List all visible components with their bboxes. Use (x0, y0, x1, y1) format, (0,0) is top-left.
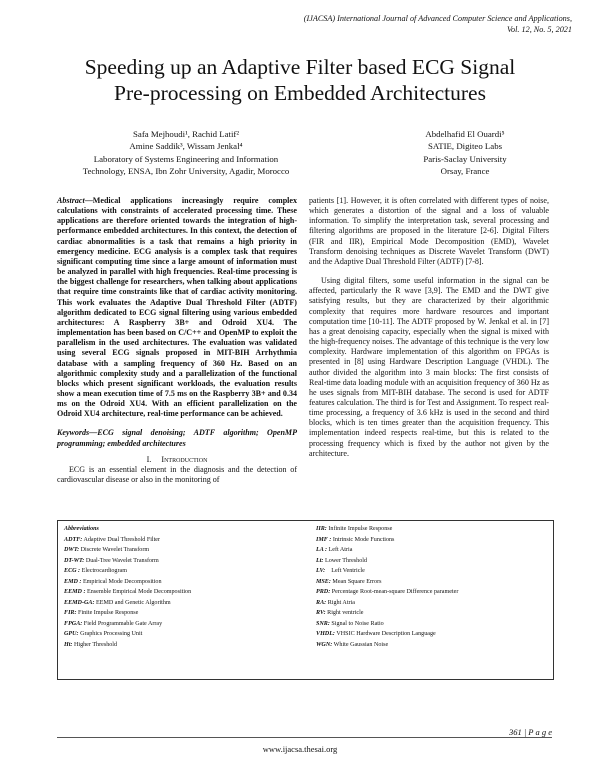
abbreviation-term: RV: (316, 610, 326, 617)
abbreviation-entry (64, 535, 309, 546)
authors-block-left (56, 128, 316, 178)
affiliation-line-2: Technology, ENSA, Ibn Zohr University, Agadir, Morocco (82, 166, 290, 177)
section-title: Introduction (161, 454, 208, 464)
abbreviation-term: EEMD-GA: (64, 599, 95, 606)
abbreviation-entry (316, 577, 546, 588)
affiliation-line-1: Laboratory of Systems Engineering and Information (93, 153, 279, 164)
abbreviation-entry (64, 566, 309, 577)
keywords: Keywords—ECG signal denoising; ADTF algorithm; OpenMP programming; embedded architectures (57, 428, 297, 448)
abbreviation-term: FPGA: (64, 620, 83, 627)
abbreviation-term: IIR: (316, 526, 327, 532)
abbreviation-term: Ht: (64, 642, 73, 649)
abbreviation-term: VHDL: (316, 631, 335, 638)
abbreviation-entry (64, 608, 309, 619)
abbreviation-definition: Right ventricle (325, 610, 364, 617)
abbreviation-entry (316, 524, 546, 535)
intro-paragraph-continued: patients [1]. However, it is often correlated with different types of noise, which generates a distortion of the signal and a loss of valuable information. To simplify the interpretation task, several processing and filtering algorithms are proposed in the literature [2-6]. Digital Filters (FIR and IIR), Empirical Mode Decomposition (EMD), Wavelet Transform denoising techniques as Discrete Wavelet Transform (DWT) and the Adaptive Dual Threshold Filter (ADTF) [7-8]. (309, 196, 549, 266)
journal-website: www.ijacsa.thesai.org (262, 744, 338, 754)
abbreviation-definition: Lower Threshold (323, 557, 368, 564)
abbreviation-entry (316, 608, 546, 619)
abbreviation-entry (64, 619, 309, 630)
abbreviation-definition: VHSIC Hardware Description Language (334, 631, 436, 638)
abbreviation-term: LA : (316, 547, 328, 554)
affiliation-location: Orsay, France (440, 166, 490, 177)
abbreviation-entry (64, 598, 309, 609)
abbreviation-term: WGN: (316, 642, 333, 649)
authors-block-right (370, 128, 560, 178)
abbreviation-entry (316, 556, 546, 567)
abbreviation-term: PRD: (316, 589, 331, 596)
abbreviation-definition: Left Ventricle (325, 568, 365, 575)
abbreviation-entry (316, 598, 546, 609)
abbreviation-entry (316, 545, 546, 556)
abbreviation-entry (316, 566, 546, 577)
abbreviation-entry (316, 587, 546, 598)
abbreviation-definition: Adaptive Dual Threshold Filter (82, 536, 161, 543)
paper-title (30, 54, 570, 106)
abbreviation-entry (64, 577, 309, 588)
abbreviation-definition: Graphics Processing Unit (78, 631, 143, 638)
title-line-2: Pre-processing on Embedded Architectures (114, 81, 486, 105)
abbreviation-definition: Empirical Mode Decomposition (81, 578, 162, 585)
abbreviation-term: EMD : (64, 578, 82, 585)
abbreviation-entry (64, 587, 309, 598)
abbreviation-entry (316, 640, 546, 651)
abbreviations-box (57, 520, 554, 680)
section-number: I. (146, 454, 152, 464)
abbreviation-definition: Ensemble Empirical Mode Decomposition (85, 589, 192, 596)
intro-paragraph-2: Using digital filters, some useful information in the signal can be affected, particularly the R wave [3,9]. The EMD and the DWT give satisfying results, but they are characterized by their algorithmic complexity that requires more hardware resources and important computation time [10-11]. The ADTF proposed by W. Jenkal et al. in [7] has a great denoising capacity, especially when the signal is mixed with the high-frequency noises. The advantage of this technique is the very low complexity. Hardware implementation of this algorithm on FPGAs is presented in [8] using Hardware Description Language (VHDL). The author divided the algorithm into 3 main blocks: The first consists of Real-time data loading module with an acquisition frequency of 360 Hz as he uses signals from MIT-BIH database. The second is used for ADTF features calculation. The third is for Test and Assignment. To respect real-time processing, a frequency of 3.6 kHz is used in the second and third blocks, which is ten times greater than the acquisition frequency. This implementation indeed respects real-time, but this is related to the processing frequency which is fixed by the author not given by the architecture. (309, 276, 549, 458)
abbreviation-definition: Intrinsic Mode Functions (331, 536, 395, 543)
title-line-1: Speeding up an Adaptive Filter based ECG Signal (84, 55, 516, 79)
abstract-text: —Medical applications increasingly require complex calculations with constraints of accelerated processing time. These applications are therefore oriented towards the integration of high-performance embedded architectures. In this context, the detection of cardiac abnormalities is a task that remains a high priority in emergency medicine. ECG analysis is a complex task that requires significant computing time since a large amount of information must be analyzed in parallel with high frequencies. Real-time processing is the biggest challenge for researchers, when talking about applications that require time constraints like that of cardiac activity monitoring. This work evaluates the Adaptive Dual Threshold Filter (ADTF) algorithm dedicated to ECG signal filtering using various embedded architectures: A Raspberry 3B+ and Odroid XU4. The implementation has been based on C/C++ and OpenMP to exploit the parallelism in the used architectures. The evaluation was validated using several ECG signals proposed in MIT-BIH Arrhythmia database with a sampling frequency of 360 Hz. Based on an algorithmic complexity study and a parallelization of the functional blocks which present significant workloads, the evaluation results show a mean execution time of 7.5 ms on the Raspberry 3B+ and 0.34 ms on the Odroid XU4. With an efficient parallelization on the Odroid XU4 architecture, real-time performance can be achieved. (57, 196, 297, 419)
abbreviation-entry (316, 535, 546, 546)
right-column (309, 196, 549, 459)
abbreviation-definition: Finite Impulse Response (76, 610, 139, 617)
abstract (57, 196, 297, 419)
journal-volume: Vol. 12, No. 5, 2021 (506, 24, 572, 34)
page-number: 361 | P a g e (508, 727, 552, 737)
abbreviation-term: GPU: (64, 631, 79, 638)
abbreviation-definition: Higher Threshold (72, 642, 118, 649)
abbreviation-term: FIR: (64, 610, 77, 617)
abbreviations-heading: Abbreviations (64, 526, 99, 532)
abbreviation-term: RA: (316, 599, 327, 606)
left-column (57, 196, 297, 485)
abbreviation-definition: EEMD and Genetic Algorithm (94, 599, 171, 606)
affiliation-university: Paris-Saclay University (423, 153, 507, 164)
abbreviation-term: ECG : (64, 568, 81, 575)
abbreviation-entry (64, 556, 309, 567)
affiliation-lab: SATIE, Digiteo Labs (427, 141, 503, 152)
abbreviation-definition: Discrete Wavelet Transform (79, 547, 150, 554)
author-name-5: Abdelhafid El Ouardi⁵ (425, 129, 505, 139)
abbreviation-definition: Right Atria (326, 599, 355, 606)
abbreviation-definition: Field Programmable Gate Array (82, 620, 163, 627)
abbreviation-term: ADTF: (64, 536, 83, 543)
abbreviation-definition: Left Atria (327, 547, 353, 554)
journal-name: (IJACSA) International Journal of Advanced Computer Science and Applications, (303, 14, 572, 23)
abbreviation-definition: Infinite Impulse Response (326, 526, 393, 532)
abbreviation-definition: Electrocardiogram (80, 568, 127, 575)
author-names-2: Amine Saddik³, Wissam Jenkal⁴ (129, 141, 243, 152)
abbreviation-term: DT-WT: (64, 557, 85, 564)
abstract-label: Abstract (57, 196, 85, 205)
abbreviation-definition: Dual-Tree Wavelet Transform (84, 557, 159, 564)
abbreviation-term: LV: (316, 568, 326, 575)
abbreviation-term: Lt: (316, 557, 324, 564)
abbreviation-entry (64, 640, 309, 651)
abbreviation-entry (64, 545, 309, 556)
abbreviation-entry (64, 629, 309, 640)
abbreviation-entry (316, 619, 546, 630)
abbreviation-term: MSE: (316, 578, 331, 585)
intro-paragraph-start: ECG is an essential element in the diagnosis and the detection of cardiovascular disease or also in the monitoring of (57, 464, 297, 485)
journal-header (192, 14, 572, 35)
section-heading (57, 455, 297, 465)
abbreviation-term: DWT: (64, 547, 80, 554)
abbreviation-term: IMF : (316, 536, 332, 543)
abbreviation-term: EEMD : (64, 589, 86, 596)
abbreviations-left-column (64, 524, 309, 651)
abbreviation-definition: Mean Square Errors (330, 578, 382, 585)
abbreviations-right-column (316, 524, 546, 651)
abbreviation-entry (316, 629, 546, 640)
author-names-1: Safa Mejhoudi¹, Rachid Latif² (133, 129, 239, 139)
footer-divider (57, 737, 552, 738)
abbreviation-definition: Percentage Root-mean-square Difference parameter (330, 589, 459, 596)
abbreviation-definition: White Gaussian Noise (332, 642, 389, 649)
abbreviation-term: SNR: (316, 620, 330, 627)
abbreviation-definition: Signal to Noise Ratio (329, 620, 384, 627)
